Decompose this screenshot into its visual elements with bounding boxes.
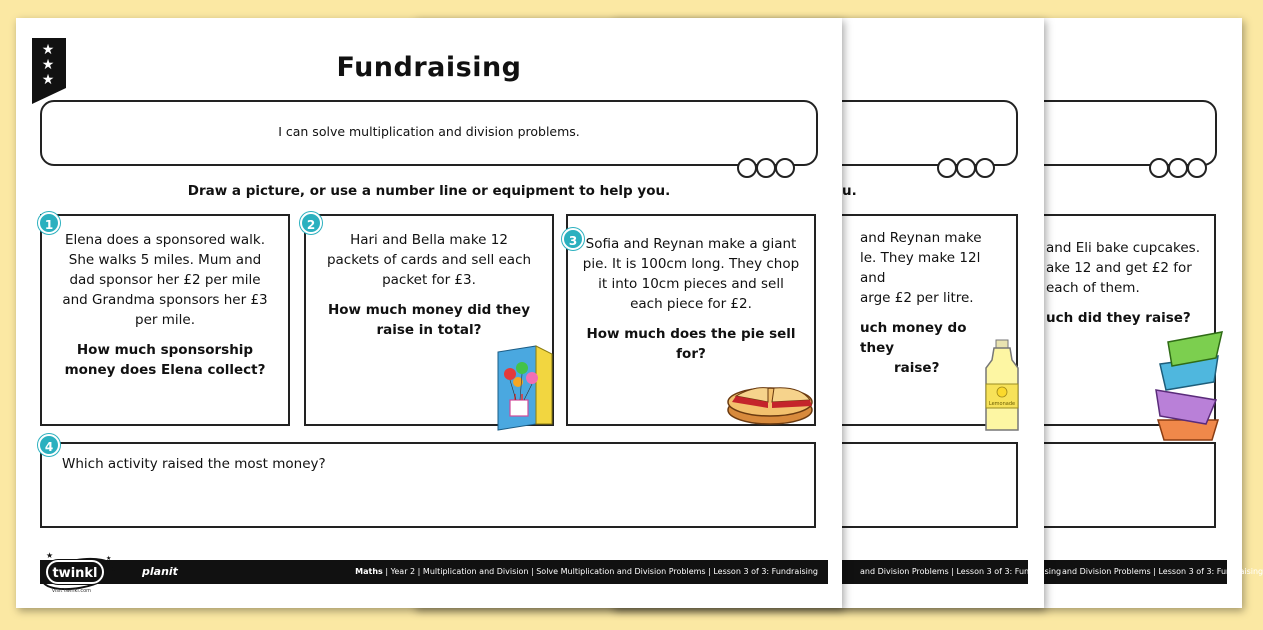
circle-icon [775, 158, 795, 178]
pie-icon [724, 374, 818, 428]
svg-text:★: ★ [41, 42, 55, 58]
objective-box [40, 100, 818, 166]
visit-url: visit twinkl.com [52, 588, 92, 594]
question-ask: How much money did they raise in total? [327, 302, 531, 338]
difficulty-circles [938, 158, 995, 178]
circle-icon [937, 158, 957, 178]
question-number-badge: 3 [562, 228, 584, 250]
circle-icon [1187, 158, 1207, 178]
front-worksheet [16, 18, 842, 608]
difficulty-circles [1150, 158, 1207, 178]
circle-icon [1149, 158, 1169, 178]
question-text: and Reynan make le. They make 12l and arge £2 per litre. [860, 230, 982, 306]
twinkl-logo [40, 548, 178, 598]
planit-label: planit [142, 565, 178, 578]
question-ask: How much does the pie sell for? [586, 326, 796, 362]
bottle-label: Lemonade [988, 401, 1016, 407]
objective-text: I can solve multiplication and division problems. [278, 124, 580, 139]
footer-bar: and Division Problems | Lesson 3 of 3: Fundraising [434, 560, 1028, 584]
twinkl-brand: twinkl [46, 560, 104, 584]
svg-text:★: ★ [41, 57, 55, 73]
instruction-text: Draw a picture, or use a number line or equipment to help you. [187, 183, 671, 199]
circle-icon [1168, 158, 1188, 178]
circle-icon [975, 158, 995, 178]
question-ask: How much sponsorship money does Elena collect? [64, 342, 266, 378]
question-box-1 [40, 214, 290, 426]
question-ask: uch did they raise? [1046, 310, 1191, 326]
footer-trail: | Year 2 | Multiplication and Division | Solve Multiplication and Division Problems | Lesson 3 of 3: Fundraising [382, 567, 818, 576]
footer-subject: Maths [355, 567, 383, 576]
circle-icon [956, 158, 976, 178]
question-text: Which activity raised the most money? [62, 456, 326, 472]
circle-icon [737, 158, 757, 178]
difficulty-circles [738, 158, 795, 178]
circle-icon [756, 158, 776, 178]
svg-text:★: ★ [41, 72, 55, 88]
question-number-badge: 1 [38, 212, 60, 234]
svg-text:★: ★ [106, 555, 112, 562]
cupcake-cases-icon [1152, 328, 1224, 446]
question-box-4[interactable] [40, 442, 816, 528]
question-text: Hari and Bella make 12 packets of cards and sell each packet for £3. [326, 232, 532, 288]
question-text: and Eli bake cupcakes. ake 12 and get £2 for each of them. [1046, 240, 1200, 296]
question-number-badge: 4 [38, 434, 60, 456]
page-title: Fundraising [336, 52, 522, 83]
footer-bar: and Division Problems | Lesson 3 of 3: Fundraising [632, 560, 1227, 584]
instruction-text: u. [842, 183, 857, 199]
birthday-card-icon [496, 344, 554, 432]
lemonade-bottle-icon [982, 338, 1022, 434]
question-ask: uch money do they raise? [860, 320, 967, 376]
question-text: Sofia and Reynan make a giant pie. It is 100cm long. They chop it into 10cm pieces and sell each piece for £2. [582, 236, 800, 312]
question-text: Elena does a sponsored walk. She walks 5 miles. Mum and dad sponsor her £2 per mile and Grandma sponsors her £3 per mile. [62, 232, 268, 328]
svg-text:★: ★ [46, 551, 54, 560]
question-number-badge: 2 [300, 212, 322, 234]
